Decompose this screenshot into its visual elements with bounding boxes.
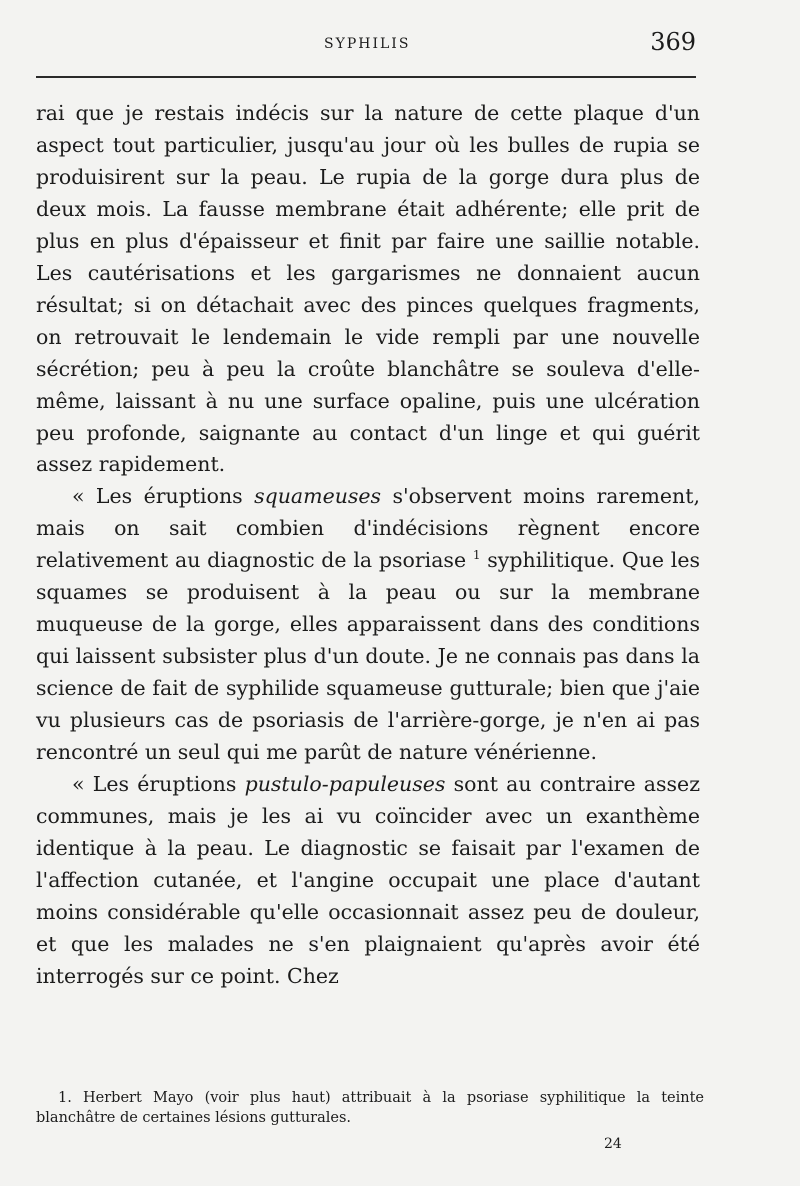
body-text [36, 98, 700, 993]
paragraph-2 [36, 481, 700, 769]
paragraph-2-start: « Les éruptions [72, 484, 255, 509]
paragraph-1: rai que je restais indécis sur la nature de cette plaque d'un aspect tout particulier, jusqu'au jour où les bulles de rupia se produisirent sur la peau. Le rupia de la gorge dura plus de deux mois. La fausse membrane était adhérente; elle prit de plus en plus d'épaisseur et finit par faire une saillie notable. Les cautérisations et les gargarismes ne donnaient aucun résultat; si on détachait avec des pinces quelques fragments, on retrouvait le lendemain le vide rempli par une nouvelle sécrétion; peu à peu la croûte blanchâtre se souleva d'elle-même, laissant à nu une surface opaline, puis une ulcération peu profonde, saignante au contact d'un linge et qui guérit assez rapidement. [36, 101, 700, 477]
paragraph-3-end: sont au contraire assez communes, mais je les ai vu coïncider avec un exanthème identique à la peau. Le diagnostic se faisait par l'examen de l'affection cutanée, et l'angine occupait une place d'autant moins considérable qu'elle occasionnait assez peu de douleur, et que les malades ne s'en plaignaient qu'après avoir été interrogés sur ce point. Chez [36, 772, 700, 988]
paragraph-3-start: « Les éruptions [72, 772, 245, 797]
footnote: 1. Herbert Mayo (voir plus haut) attribuait à la psoriase syphilitique la teinte blanchâtre de certaines lésions gutturales. [36, 1090, 704, 1126]
footnote-marker[interactable]: 1 [472, 548, 481, 563]
running-head: SYPHILIS [324, 36, 411, 52]
emphasis-pustulo-papuleuses: pustulo-papuleuses [244, 772, 446, 797]
paragraph-2-end: syphilitique. Que les squames se produisent à la peau ou sur la membrane muqueuse de la gorge, elles apparaissent dans des conditions qui laissent subsister plus d'un doute. Je ne connais pas dans la science de fait de syphilide squameuse gutturale; bien que j'aie vu plusieurs cas de psoriasis de l'arrière-gorge, je n'en ai pas rencontré un seul qui me parût de nature vénérienne. [36, 548, 701, 765]
paragraph-2-middle: s'observent moins rarement, mais on sait combien d'indécisions règnent encore relativement au diagnostic de la psoriase [36, 484, 700, 573]
paragraph-3 [36, 769, 700, 993]
emphasis-squameuses: squameuses [254, 484, 382, 509]
page-number: 369 [650, 28, 696, 56]
header-rule [36, 76, 696, 78]
signature-mark: 24 [604, 1136, 622, 1152]
page-header [36, 28, 696, 68]
